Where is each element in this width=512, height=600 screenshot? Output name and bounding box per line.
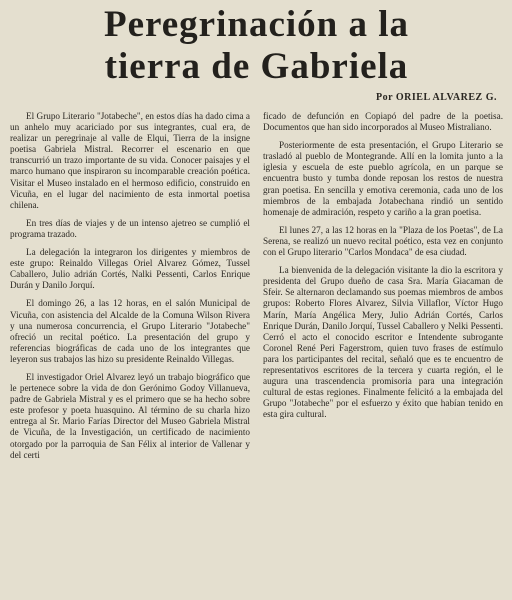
paragraph: La bienvenida de la delegación visitante la dio la escritora y presidenta del Grupo dueño de casa Sra. María Giacaman de Sfeir. Se alternaron declamando sus poemas miembros de ambos grupos: Roberto Flores Alvarez, Silvia Villaflor, Víctor Hugo Marín, María Angélica Mery, Julio Adrián Cortés, Carlos Enrique Durán, Danilo Jorquí, Tussel Caballero y Nelki Pessenti. Cerró el acto el conocido escritor e Intendente subrogante Coronel René Peri Fagerstrom, quien tuvo frases de estímulo para los participantes del recital, señaló que es te encuentro de representativos escritores de la tercera y cuarta región, el le augura una trascendencia promisoria para una integración cultural de estas regiones. Finalmente felicitó a la embajada del Grupo "Jotabeche" por el esfuerzo y éxito que habían tenido en esta gira cultural. [263,265,503,420]
title-line-1: Peregrinación a la [103,4,410,45]
article-title [10,4,503,88]
paragraph: En tres días de viajes y de un intenso ajetreo se cumplió el programa trazado. [10,217,250,239]
paragraph: El domingo 26, a las 12 horas, en el salón Municipal de Vicuña, con asistencia del Alcalde de la Comuna Wilson Rivera y una numerosa concurrencia, el Grupo Literario "Jotabeche" ofreció un recital poético. La presentación del grupo y referencias biográficas de cada uno de los integrantes que leyeron sus trabajos las hizo su presidente Reinaldo Villegas. [10,298,250,364]
title-line-2: tierra de Gabriela [104,46,409,87]
paragraph-continuation: ficado de defunción en Copiapó del padre de la poetisa. Documentos que han sido incorporados al Museo Mistraliano. [263,111,503,133]
byline: Por ORIEL ALVAREZ G. [376,92,497,103]
paragraph: El Grupo Literario "Jotabeche", en estos días ha dado cima a un anhelo muy acariciado por sus integrantes, cual era, de realizar un peregrinaje al valle de Elqui, Tierra de la insigne poetisa Gabriela Mistral. Recorrer el escenario en que transcurrió un trazo importante de su vida. Conocer paisajes y el marco humano que inspiraron su incomparable creación poética. Visitar el Museo instalado en el hermoso edificio, construido en Vicuña, en el lugar del nacimiento de esta inmortal poetisa chilena. [10,111,250,210]
paragraph: La delegación la integraron los dirigentes y miembros de este grupo: Reinaldo Villegas Oriel Alvarez Gómez, Tussel Caballero, Julio adrián Cortés, Nalki Pessenti, Carlos Enrique Durán y Danilo Jorquí. [10,247,250,291]
paragraph: Posteriormente de esta presentación, el Grupo Literario se trasladó al pueblo de Montegrande. Allí en la lomita junto a la iglesia y escuela de este pueblo agrícola, en un parque se encuentra busto y tumba donde reposan los restos de nuestra gran poetisa. En sencilla y emotiva ceremonia, cada uno de los miembros de la embajada Jotabechana rindió un sentido homenaje de admiración, respeto y cariño a la gran poetisa. [263,140,503,217]
right-column [263,111,503,468]
article-body [10,111,503,468]
left-column [10,111,250,468]
paragraph: El lunes 27, a las 12 horas en la "Plaza de los Poetas", de La Serena, se realizó un nuevo recital poético, esta vez en conjunto con el Grupo literario "Carlos Mondaca" de esa ciudad. [263,224,503,258]
paragraph: El investigador Oriel Alvarez leyó un trabajo biográfico que le pertenece sobre la vida de don Gerónimo Godoy Villanueva, padre de Gabriela Mistral y es el primero que se ha hecho sobre este profesor y poeta huasquino. Al término de su charla hizo entrega al Sr. Mario Farías Director del Museo Gabriela Mistral de Vicuña, de la Investigación, un certificado de nacimiento otorgado por la parroquia de San Félix al interior de Vallenar y del certi [10,371,250,460]
